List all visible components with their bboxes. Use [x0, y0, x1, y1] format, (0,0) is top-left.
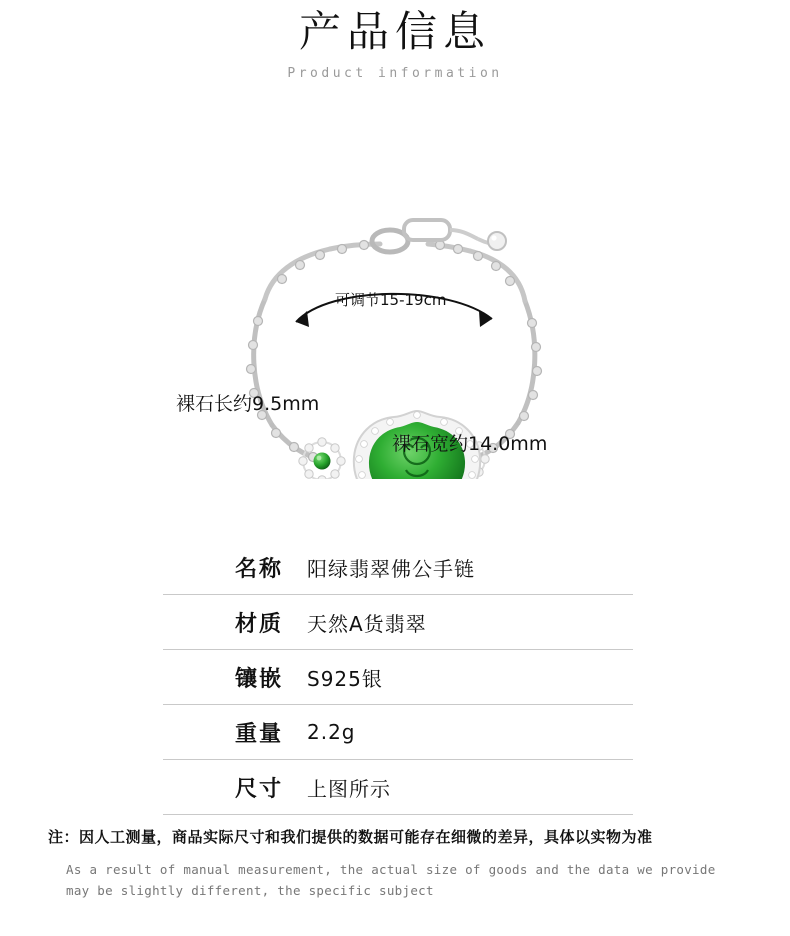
spec-value: 2.2g — [307, 720, 356, 744]
spec-value: 天然A货翡翠 — [307, 611, 427, 636]
callout-adjustable-length: 可调节15-19cm — [335, 291, 447, 310]
chain-left — [254, 299, 325, 461]
page-header — [0, 0, 790, 81]
spec-label: 名称 — [234, 556, 283, 582]
callout-stone-width: 裸石宽约14.0mm — [392, 433, 548, 456]
callout-stone-length: 裸石长约9.5mm — [176, 393, 320, 416]
spec-table — [163, 540, 633, 815]
bracelet-illustration — [0, 89, 790, 479]
left-flower-bead — [299, 438, 345, 479]
page-title: 产品信息 — [298, 7, 491, 56]
spec-label: 重量 — [234, 721, 283, 747]
footer-note-en: As a result of manual measurement, the actual size of goods and the data we provide may be slightly different, the specific subject — [66, 861, 716, 899]
table-row — [163, 540, 633, 595]
product-image-area — [0, 89, 790, 479]
table-row — [163, 595, 633, 650]
spec-value: S925银 — [307, 666, 383, 691]
table-row — [163, 705, 633, 760]
spec-label: 尺寸 — [234, 776, 283, 802]
spec-value: 阳绿翡翠佛公手链 — [307, 556, 475, 581]
spec-label: 镶嵌 — [234, 666, 283, 692]
spec-value: 上图所示 — [307, 776, 391, 801]
footer-note-cn: 注：因人工测量，商品实际尺寸和我们提供的数据可能存在细微的差异，具体以实物为准 — [48, 828, 653, 846]
page-subtitle: Product information — [287, 66, 503, 82]
spec-label: 材质 — [234, 611, 283, 637]
table-row — [163, 760, 633, 815]
table-row — [163, 650, 633, 705]
footer-note — [0, 826, 790, 902]
